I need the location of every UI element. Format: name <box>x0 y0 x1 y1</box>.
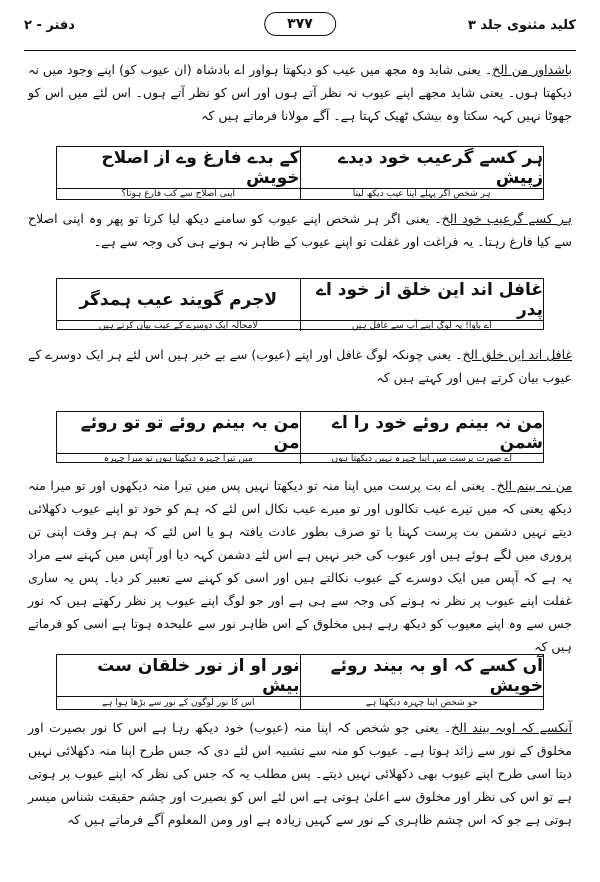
verse-left-hemistich: من بہ بینم روئے تو تو روئے من <box>57 412 301 453</box>
verse-right-translation: ہر شخص اگر پہلے اپنا عیب دیکھ لیتا <box>352 189 491 199</box>
paragraph-lead: آنکسے کہ اوبہ بیند الخ <box>451 720 572 735</box>
verse-right-translation: جو شخص اپنا چہرہ دیکھتا ہے <box>365 698 478 708</box>
paragraph-5 <box>28 716 572 831</box>
verse-box-4 <box>56 654 544 710</box>
verse-left-translation: لامحالہ ایک دوسرے کے عیب بیان کرتے ہیں <box>57 321 301 331</box>
verse-right-translation: اے صورت پرست میں اپنا چہرہ نہیں دیکھتا ہوں <box>331 454 513 464</box>
verse-left-hemistich: نور او از نور خلقان ست بیش <box>57 655 301 696</box>
paragraph-1 <box>28 58 572 127</box>
paragraph-text: ۔ یعنی جو شخص کہ اپنا منہ (عیوب) خود دیکھ رہا ہے اس کا نور بصیرت اور مخلوق کے نور سے زائد ہوتا ہے۔ عیوب کو منہ سے تشبیہ اس لئے دی کہ جس طرح اپنا منہ دکھلائی نہیں دیتا اسی طرح اپنے عیوب بھی دکھلائی نہیں دیتے۔ پس مطلب یہ کہ جس کی نظر کہ اپنے عیوب پر ہوتی ہے تو اس کی نظر اور مخلوق سے اعلیٰ ہوتی ہے اس لئے اس کو بصیرت اور چشم حقیقت شناس میسر ہوتی ہے جو کہ اس چشم ظاہری کے نور سے کہیں زیادہ ہے اور ومن المعلوم آگے فرماتے ہیں کہ <box>28 720 572 827</box>
header-divider <box>24 50 576 51</box>
page-number: ۳۷۷ <box>264 12 336 36</box>
paragraph-lead: غافل اند این خلق الخ <box>462 347 572 362</box>
verse-left-hemistich: لاجرم گویند عیب ہمدگر <box>57 279 301 320</box>
paragraph-3 <box>28 343 572 389</box>
paragraph-lead: من نہ بینم الخ <box>496 478 572 493</box>
daftar-label: دفتر - ۲ <box>24 18 75 33</box>
verse-box-1 <box>56 146 544 200</box>
verse-left-hemistich: کے بدے فارغ وے از اصلاح خویش <box>57 147 301 188</box>
verse-right-translation: اے باوا! یہ لوگ اپنے آپ سے غافل ہیں <box>351 321 492 331</box>
verse-box-3 <box>56 411 544 463</box>
verse-left-translation: اپنی اصلاح سے کب فارغ ہوتا؟ <box>57 189 301 199</box>
page-header <box>24 12 576 48</box>
paragraph-text: ۔ یعنی اے بت پرست میں اپنا منہ تو دیکھتا نہیں پس میں تیرا منہ دیکھوں اور تو میرا منہ دیکھ یعنی کہ میں تیرے عیب نکالوں اور تو میرے عیب نکال اس لئے کہ ہم کو خود تو اپنے عیوب دکھلائی دیتے نہیں دشمن بت پرست کہنا یا تو صرف بطور عادت یافتہ ہو یا اس لئے کہ ہم ہر وقت اپنی تن پروری میں لگے ہوئے ہیں اور عیوب کی خبر نہیں ہے اس لئے دشمن کہہ دیا اور آپس میں کہنے سے مراد یہ ہے کہ آپس میں ایک دوسرے کے عیوب نکالتے ہیں اور اسی کو کہنے سے تعبیر کر دیا۔ پس یہ ساری غفلت اپنے عیوب پر نظر نہ ہونے کی وجہ سے ہی ہے اور جو لوگ اپنے عیوب پر نظر رکھتے ہیں کہ نور جس سے وہ اپنے معیوب کو دیکھ رہے ہیں مخلوق کے اس ظاہر نور سے علیحدہ ہوتا ہے اسی کو فرماتے ہیں کہ <box>28 478 572 654</box>
verse-left-translation: میں تیرا چہرہ دیکھتا ہوں تو میرا چہرہ <box>57 454 301 464</box>
verse-right-hemistich: ہر کسے گرعیب خود دیدے زپیش <box>338 148 543 188</box>
paragraph-text: ۔ یعنی اگر ہر شخص اپنے عیوب کو سامنے دیکھ لیا کرتا تو پھر وہ اپنی اصلاح سے کیا فارغ رہتا۔ یہ فراغت اور غفلت تو اپنے عیوب کے ظاہر نہ ہونے ہی کی وجہ سے ہے۔ <box>28 211 572 249</box>
verse-left-translation: اس کا نور لوگوں کے نور سے بڑھا ہوا ہے <box>57 697 301 709</box>
verse-box-2 <box>56 278 544 330</box>
book-title: کلید مثنوی جلد ۳ <box>467 18 576 33</box>
verse-right-hemistich: من نہ بینم روئے خود را اے شمن <box>331 413 543 453</box>
verse-right-hemistich: آں کسے کہ او بہ بیند روئے خویش <box>330 656 543 696</box>
paragraph-lead: ہر کسے گرعیب خود الخ <box>441 211 573 226</box>
paragraph-2 <box>28 207 572 253</box>
verse-right-hemistich: غافل اند این خلق از خود اے پدر <box>316 280 543 320</box>
paragraph-text: ۔ یعنی شاید وہ مجھ میں عیب کو دیکھتا ہواور اے بادشاہ (ان عیوب کو) اپنے وجود میں نہ دیکھتا ہوں۔ یعنی شاید مجھے اپنے عیوب نہ نظر آتے ہوں اور اس کو نظر آتے ہوں۔ اس لئے میں اس کو جھوٹا نہیں کہہ سکتا وہ بیشک ٹھیک کہتا ہے۔ آگے مولانا فرماتے ہیں کہ <box>28 62 572 123</box>
paragraph-4 <box>28 474 572 658</box>
paragraph-lead: باشداور من الخ <box>492 62 572 77</box>
paragraph-text: ۔ یعنی چونکہ لوگ غافل اور اپنے (عیوب) سے بے خبر ہیں اس لئے ہر ایک دوسرے کے عیوب بیان کرتے ہیں اور کہتے ہیں کہ <box>28 347 572 385</box>
